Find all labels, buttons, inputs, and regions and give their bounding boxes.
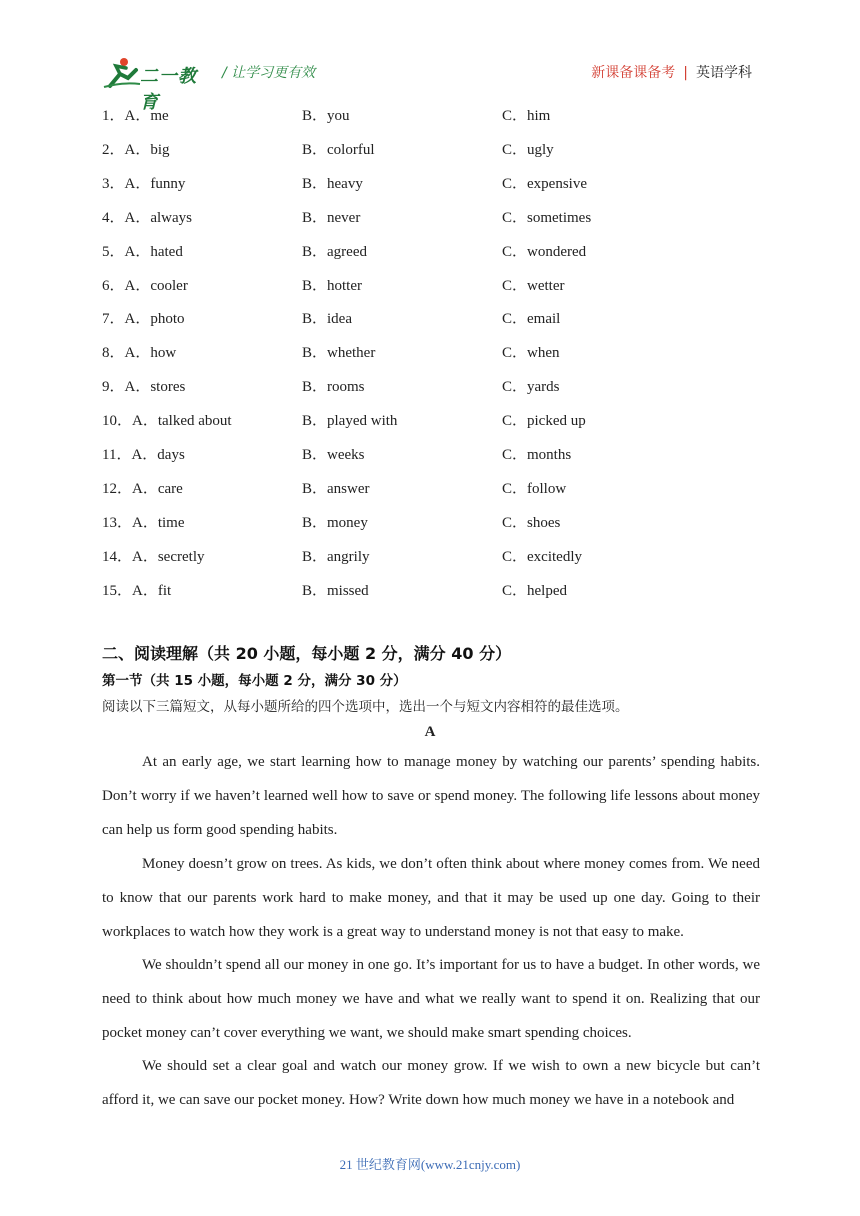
option-row xyxy=(0,138,860,160)
question-number: 12． xyxy=(102,480,133,497)
option-c: C．when xyxy=(502,345,560,362)
question-number: 9． xyxy=(102,379,125,396)
option-a xyxy=(102,307,185,328)
option-a-text: A．me xyxy=(124,108,169,124)
option-c: C．ugly xyxy=(502,141,554,158)
paragraph-1: At an early age, we start learning how to manage money by watching our parents’ spending habits. Don’t worry if we haven’t learned well how to save or spend money. The following life lessons about money can help us form good spending habits. xyxy=(102,754,760,838)
option-a xyxy=(102,240,183,261)
option-b: B．answer xyxy=(302,480,370,497)
option-b: B．whether xyxy=(302,345,376,362)
question-number: 4． xyxy=(102,209,125,226)
option-a-text: A．talked about xyxy=(132,413,232,430)
page-header xyxy=(0,0,860,113)
option-a xyxy=(102,172,185,193)
paragraph-4: We should set a clear goal and watch our money grow. If we wish to own a new bicycle but can’t afford it, we can save our pocket money. How? Write down how much money we have in a notebook and xyxy=(102,1058,760,1108)
option-b: B．you xyxy=(302,108,350,124)
question-number: 10． xyxy=(102,413,133,430)
option-row xyxy=(0,545,860,567)
option-b: B．heavy xyxy=(302,175,363,192)
passage-letter: A xyxy=(424,724,436,740)
section-subtitle: 第一节（共 15 小题，每小题 2 分，满分 30 分） xyxy=(102,673,407,689)
option-c: C．shoes xyxy=(502,514,561,531)
logo-text: 二一教育 xyxy=(140,66,197,113)
option-row xyxy=(0,477,860,499)
question-number: 11． xyxy=(102,447,132,463)
option-c: C．wondered xyxy=(502,243,587,260)
option-a-text: A．time xyxy=(132,514,185,531)
question-number: 1． xyxy=(102,108,125,124)
option-row xyxy=(0,579,860,601)
option-a xyxy=(102,104,169,125)
option-row xyxy=(0,274,860,296)
option-b: B．agreed xyxy=(302,243,367,260)
option-a xyxy=(102,579,171,600)
runner-logo-icon xyxy=(102,56,142,90)
option-a-text: A．how xyxy=(124,345,177,362)
paragraph-2: Money doesn’t grow on trees. As kids, we don’t often think about where money comes from. We need to know that our parents work hard to make money, and that it may be used up one day. Going to their workplaces to watch how they work is a great way to understand money is not that easy to make. xyxy=(102,856,760,940)
option-b: B．missed xyxy=(302,582,369,599)
paragraph-3: We shouldn’t spend all our money in one go. It’s important for us to have a budget. In other words, we need to think about how much money we have and what we really want to spend it on. Realizing that our pocket money can’t cover everything we want, we should make smart spending choices. xyxy=(102,957,760,1041)
option-c: C．email xyxy=(502,311,561,328)
option-a xyxy=(102,545,205,566)
option-c: C．excitedly xyxy=(502,548,582,565)
option-row xyxy=(0,443,860,465)
option-c: C．helped xyxy=(502,582,567,599)
question-number: 14． xyxy=(102,548,133,565)
option-row xyxy=(0,511,860,533)
option-a xyxy=(102,138,170,159)
option-row xyxy=(0,341,860,363)
option-a-text: A．days xyxy=(131,447,185,463)
option-a-text: A．stores xyxy=(124,379,186,396)
option-a xyxy=(102,375,185,396)
option-row xyxy=(0,375,860,397)
logo xyxy=(102,56,212,113)
option-a-text: A．care xyxy=(132,480,183,497)
option-c: C．him xyxy=(502,108,551,124)
question-number: 8． xyxy=(102,345,125,362)
option-a xyxy=(102,274,188,295)
header-separator: | xyxy=(683,65,688,81)
option-c: C．follow xyxy=(502,480,567,497)
option-a-text: A．hated xyxy=(124,243,183,260)
header-secondary: 英语学科 xyxy=(696,65,752,81)
option-b: B．never xyxy=(302,209,361,226)
question-number: 13． xyxy=(102,514,133,531)
option-c: C．picked up xyxy=(502,413,586,430)
option-c: C．yards xyxy=(502,379,560,396)
option-b: B．idea xyxy=(302,311,352,328)
option-a-text: A．funny xyxy=(124,175,186,192)
section-instruction: 阅读以下三篇短文，从每小题所给的四个选项中，选出一个与短文内容相符的最佳选项。 xyxy=(102,699,629,715)
slogan: / 让学习更有效 xyxy=(222,65,316,81)
option-b: B．played with xyxy=(302,413,398,430)
option-row xyxy=(0,172,860,194)
option-b: B．colorful xyxy=(302,141,375,158)
option-b: B．rooms xyxy=(302,379,365,396)
option-a-text: A．photo xyxy=(124,311,185,328)
option-c: C．expensive xyxy=(502,175,587,192)
question-number: 7． xyxy=(102,311,125,328)
section-title: 二、阅读理解（共 20 小题，每小题 2 分，满分 40 分） xyxy=(102,644,512,663)
option-a xyxy=(102,409,232,430)
question-number: 6． xyxy=(102,277,125,294)
question-number: 2． xyxy=(102,141,125,158)
option-c: C．months xyxy=(502,447,572,463)
option-b: B．money xyxy=(302,514,368,531)
option-row xyxy=(0,104,860,126)
option-a-text: A．fit xyxy=(132,582,172,599)
option-b: B．weeks xyxy=(302,447,365,463)
question-number: 15． xyxy=(102,582,133,599)
page-footer: 21 世纪教育网(www.21cnjy.com) xyxy=(339,1157,521,1172)
option-a-text: A．cooler xyxy=(124,277,188,294)
option-a-text: A．always xyxy=(124,209,193,226)
option-row xyxy=(0,206,860,228)
option-a-text: A．secretly xyxy=(132,548,205,565)
option-a xyxy=(102,341,176,362)
header-subject xyxy=(591,62,752,82)
option-a xyxy=(102,477,183,498)
option-c: C．wetter xyxy=(502,277,565,294)
option-a xyxy=(102,511,185,532)
option-c: C．sometimes xyxy=(502,209,592,226)
question-number: 5． xyxy=(102,243,125,260)
option-a xyxy=(102,206,192,227)
option-b: B．hotter xyxy=(302,277,362,294)
option-row xyxy=(0,409,860,431)
option-a xyxy=(102,443,185,464)
option-row xyxy=(0,307,860,329)
header-primary: 新课备课备考 xyxy=(591,65,676,81)
option-a-text: A．big xyxy=(124,141,170,158)
option-row xyxy=(0,240,860,262)
option-b: B．angrily xyxy=(302,548,370,565)
question-number: 3． xyxy=(102,175,125,192)
